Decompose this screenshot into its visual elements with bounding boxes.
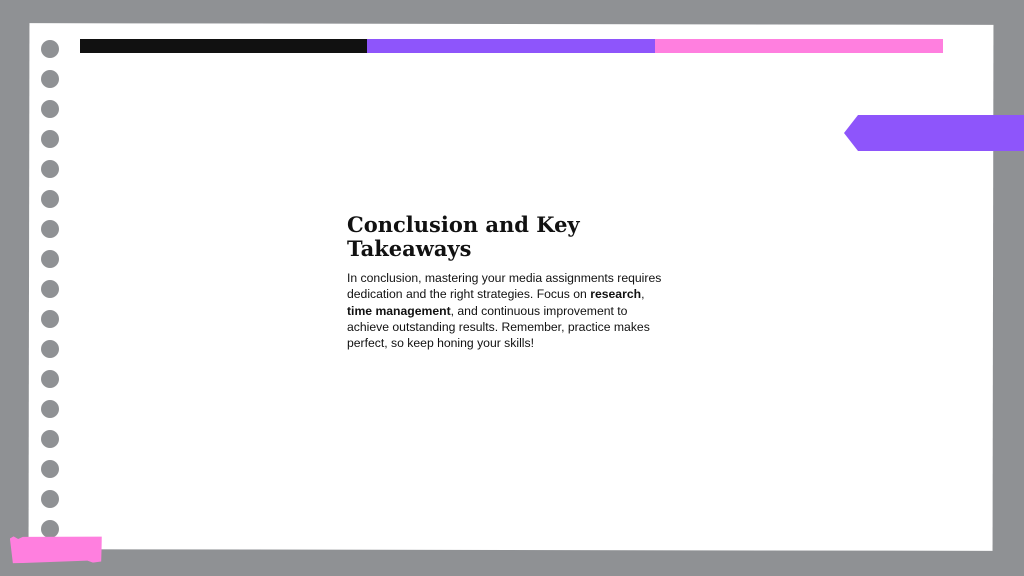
binder-hole-icon — [41, 250, 59, 268]
binder-hole-icon — [41, 430, 59, 448]
binder-hole-icon — [41, 40, 59, 58]
body-bold-research: research — [590, 287, 642, 302]
top-bar-pink — [655, 39, 943, 53]
top-bar-purple — [367, 39, 655, 53]
binder-hole-icon — [41, 460, 59, 478]
body-text-part1: In conclusion, mastering your media assignments requires dedication and the right strategies. Focus on — [347, 271, 662, 302]
binder-hole-icon — [41, 400, 59, 418]
binder-hole-icon — [41, 280, 59, 298]
binder-hole-icon — [41, 490, 59, 508]
slide-content — [347, 213, 672, 364]
slide-title: Conclusion and Key Takeaways — [347, 212, 580, 261]
purple-tab-decoration — [844, 115, 1024, 151]
binder-hole-icon — [41, 100, 59, 118]
binder-holes — [41, 40, 59, 540]
binder-hole-icon — [41, 70, 59, 88]
body-bold-time-management: time management — [347, 303, 451, 318]
binder-hole-icon — [41, 160, 59, 178]
binder-hole-icon — [41, 190, 59, 208]
binder-hole-icon — [41, 340, 59, 358]
binder-hole-icon — [41, 310, 59, 328]
body-text-part2: , and continuous improvement to achieve outstanding results. Remember, practice makes perfect, so keep honing your skills! — [347, 303, 650, 351]
binder-hole-icon — [41, 370, 59, 388]
binder-hole-icon — [41, 220, 59, 238]
pink-tape-decoration — [10, 536, 102, 564]
binder-hole-icon — [41, 130, 59, 148]
top-bar-black — [80, 39, 367, 53]
slide-body — [347, 270, 672, 351]
body-separator: , — [641, 287, 645, 302]
binder-hole-icon — [41, 520, 59, 538]
